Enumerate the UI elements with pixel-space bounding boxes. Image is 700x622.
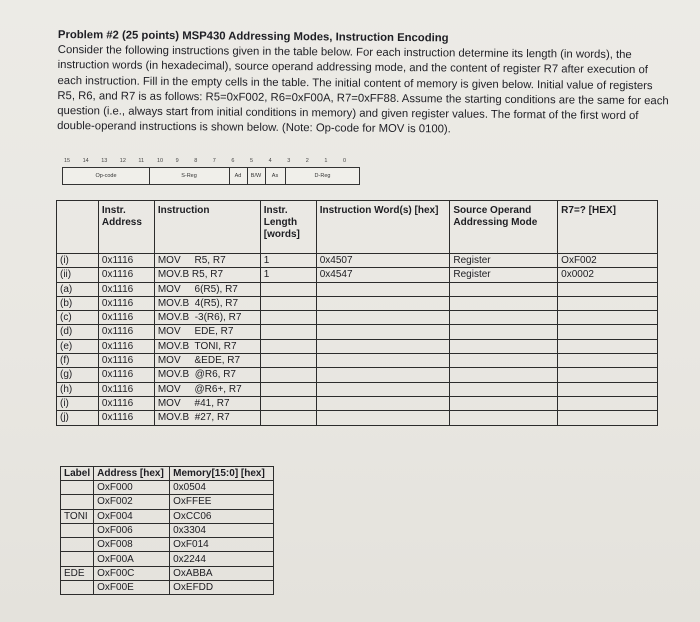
memory-address-cell: OxF002 bbox=[94, 495, 170, 509]
instruction-cell: MOV EDE, R7 bbox=[154, 325, 260, 339]
memory-header-address: Address [hex] bbox=[94, 467, 170, 481]
bit-label: 13 bbox=[101, 158, 108, 164]
mode-cell[interactable] bbox=[450, 339, 558, 353]
memory-label-cell bbox=[61, 523, 94, 537]
r7-cell[interactable] bbox=[558, 339, 658, 353]
address-cell: 0x1116 bbox=[98, 268, 154, 282]
bit-label: 6 bbox=[231, 158, 235, 164]
r7-cell[interactable] bbox=[558, 396, 658, 410]
row-label: (b) bbox=[57, 296, 99, 310]
r7-cell[interactable] bbox=[558, 296, 658, 310]
words-cell[interactable] bbox=[316, 325, 450, 339]
row-label: (j) bbox=[57, 411, 99, 425]
address-cell: 0x1116 bbox=[98, 254, 154, 268]
memory-label-cell bbox=[61, 552, 94, 566]
instruction-word-fields bbox=[62, 167, 360, 185]
length-cell[interactable] bbox=[260, 354, 316, 368]
memory-label-cell bbox=[61, 481, 94, 495]
address-cell: 0x1116 bbox=[98, 311, 154, 325]
r7-cell[interactable] bbox=[558, 354, 658, 368]
memory-value-cell: 0x2244 bbox=[170, 552, 274, 566]
table-row bbox=[57, 311, 658, 325]
row-label: (i) bbox=[57, 396, 99, 410]
row-label: (c) bbox=[57, 311, 99, 325]
instruction-cell: MOV.B -3(R6), R7 bbox=[154, 311, 260, 325]
memory-value-cell: OxABBA bbox=[170, 566, 274, 580]
instruction-cell: MOV R5, R7 bbox=[154, 254, 260, 268]
header-mode: Source Operand Addressing Mode bbox=[450, 201, 558, 254]
words-cell: 0x4507 bbox=[316, 254, 450, 268]
row-label: (a) bbox=[57, 282, 99, 296]
problem-statement bbox=[57, 28, 670, 140]
field-sreg: S-Reg bbox=[149, 168, 230, 184]
table-row bbox=[57, 411, 658, 425]
words-cell[interactable] bbox=[316, 382, 450, 396]
bit-label: 4 bbox=[268, 158, 272, 164]
problem-body: Consider the following instructions given in the table below. For each instruction determine its length (in words), the instruction words (in hexadecimal), source operand addressing mode, and the content of register R7 after execution of each instruction. Fill in the empty cells in the table. The initial content of memory is given below. Initial value of registers R5, R6, and R7 is as follows: R5=0xF002, R6=0xF00A, R7=0xFF88. Assume the starting conditions are the same for each question (i.e., always start from initial conditions in memory) and given register values. The format of the first word of double-operand instructions is shown below. (Note: Op-code for MOV is 0100). bbox=[57, 44, 669, 136]
row-label: (i) bbox=[57, 254, 99, 268]
address-cell: 0x1116 bbox=[98, 382, 154, 396]
memory-value-cell: 0x0504 bbox=[170, 481, 274, 495]
words-cell[interactable] bbox=[316, 368, 450, 382]
r7-cell[interactable] bbox=[558, 411, 658, 425]
table-row bbox=[57, 268, 658, 282]
memory-value-cell: OxEFDD bbox=[170, 581, 274, 595]
words-cell[interactable] bbox=[316, 339, 450, 353]
mode-cell[interactable] bbox=[450, 354, 558, 368]
r7-cell[interactable] bbox=[558, 382, 658, 396]
memory-value-cell: OxCC06 bbox=[170, 509, 274, 523]
mode-cell[interactable] bbox=[450, 396, 558, 410]
memory-value-cell: OxFFEE bbox=[170, 495, 274, 509]
memory-row bbox=[61, 481, 274, 495]
header-words: Instruction Word(s) [hex] bbox=[316, 201, 450, 254]
length-cell[interactable] bbox=[260, 382, 316, 396]
words-cell[interactable] bbox=[316, 396, 450, 410]
instruction-cell: MOV #41, R7 bbox=[154, 396, 260, 410]
bit-label: 12 bbox=[119, 158, 126, 164]
memory-row bbox=[61, 523, 274, 537]
r7-cell[interactable] bbox=[558, 311, 658, 325]
row-label: (e) bbox=[57, 339, 99, 353]
header-address: Instr. Address bbox=[98, 201, 154, 254]
table-row bbox=[57, 368, 658, 382]
bit-label: 7 bbox=[212, 158, 216, 164]
field-dreg: D-Reg bbox=[314, 173, 331, 179]
length-cell[interactable] bbox=[260, 311, 316, 325]
instruction-cell: MOV @R6+, R7 bbox=[154, 382, 260, 396]
words-cell[interactable] bbox=[316, 296, 450, 310]
length-cell: 1 bbox=[260, 254, 316, 268]
r7-cell[interactable] bbox=[558, 325, 658, 339]
mode-cell[interactable] bbox=[450, 325, 558, 339]
memory-row bbox=[61, 552, 274, 566]
instruction-format-diagram bbox=[62, 158, 360, 185]
table-row bbox=[57, 354, 658, 368]
memory-label-cell bbox=[61, 581, 94, 595]
memory-table bbox=[60, 466, 274, 595]
words-cell: 0x4547 bbox=[316, 268, 450, 282]
memory-value-cell: 0x3304 bbox=[170, 523, 274, 537]
memory-label-cell bbox=[61, 538, 94, 552]
bit-label: 10 bbox=[157, 158, 164, 164]
field-opcode: Op-code bbox=[63, 168, 150, 184]
length-cell[interactable] bbox=[260, 368, 316, 382]
bit-label: 1 bbox=[324, 158, 328, 164]
memory-label-cell: EDE bbox=[61, 566, 94, 580]
memory-row bbox=[61, 509, 274, 523]
mode-cell[interactable] bbox=[450, 411, 558, 425]
instruction-cell: MOV.B #27, R7 bbox=[154, 411, 260, 425]
header-label bbox=[57, 201, 99, 254]
instruction-table bbox=[56, 200, 658, 426]
bit-label: 2 bbox=[305, 158, 309, 164]
memory-label-cell bbox=[61, 495, 94, 509]
memory-row bbox=[61, 566, 274, 580]
instruction-cell: MOV.B @R6, R7 bbox=[154, 368, 260, 382]
table-row bbox=[57, 254, 658, 268]
header-length: Instr. Length [words] bbox=[260, 201, 316, 254]
bit-label: 8 bbox=[194, 158, 198, 164]
table-row bbox=[57, 282, 658, 296]
row-label: (h) bbox=[57, 382, 99, 396]
r7-cell[interactable] bbox=[558, 282, 658, 296]
address-cell: 0x1116 bbox=[98, 296, 154, 310]
problem-title: Problem #2 (25 points) MSP430 Addressing Modes, Instruction Encoding bbox=[57, 28, 449, 45]
table-row bbox=[57, 296, 658, 310]
memory-header-value: Memory[15:0] [hex] bbox=[170, 467, 274, 481]
table-row bbox=[57, 325, 658, 339]
table-header-row bbox=[57, 201, 658, 254]
table-row bbox=[57, 382, 658, 396]
field-bw: B/W bbox=[247, 168, 266, 184]
memory-address-cell: OxF004 bbox=[94, 509, 170, 523]
length-cell[interactable] bbox=[260, 339, 316, 353]
address-cell: 0x1116 bbox=[98, 411, 154, 425]
field-ad: Ad bbox=[229, 168, 248, 184]
address-cell: 0x1116 bbox=[98, 396, 154, 410]
instruction-cell: MOV.B R5, R7 bbox=[154, 268, 260, 282]
words-cell[interactable] bbox=[316, 282, 450, 296]
instruction-cell: MOV &EDE, R7 bbox=[154, 354, 260, 368]
instruction-cell: MOV.B 4(R5), R7 bbox=[154, 296, 260, 310]
bit-label: 3 bbox=[287, 158, 291, 164]
mode-cell: Register bbox=[450, 268, 558, 282]
memory-header-label: Label bbox=[61, 467, 94, 481]
row-label: (f) bbox=[57, 354, 99, 368]
length-cell[interactable] bbox=[260, 325, 316, 339]
memory-label-cell: TONI bbox=[61, 509, 94, 523]
mode-cell[interactable] bbox=[450, 311, 558, 325]
memory-address-cell: OxF00E bbox=[94, 581, 170, 595]
length-cell: 1 bbox=[260, 268, 316, 282]
mode-cell[interactable] bbox=[450, 296, 558, 310]
memory-row bbox=[61, 495, 274, 509]
r7-cell: OxF002 bbox=[558, 254, 658, 268]
memory-address-cell: OxF00A bbox=[94, 552, 170, 566]
mode-cell[interactable] bbox=[450, 382, 558, 396]
words-cell[interactable] bbox=[316, 411, 450, 425]
r7-cell[interactable] bbox=[558, 368, 658, 382]
header-instruction: Instruction bbox=[154, 201, 260, 254]
mode-cell[interactable] bbox=[450, 282, 558, 296]
length-cell[interactable] bbox=[260, 282, 316, 296]
memory-address-cell: OxF00C bbox=[94, 566, 170, 580]
bit-label: 9 bbox=[175, 158, 179, 164]
memory-address-cell: OxF006 bbox=[94, 523, 170, 537]
bit-label: 5 bbox=[250, 158, 254, 164]
bit-label: 14 bbox=[82, 158, 89, 164]
memory-row bbox=[61, 581, 274, 595]
mode-cell: Register bbox=[450, 254, 558, 268]
address-cell: 0x1116 bbox=[98, 282, 154, 296]
address-cell: 0x1116 bbox=[98, 339, 154, 353]
address-cell: 0x1116 bbox=[98, 368, 154, 382]
bit-label: 11 bbox=[138, 158, 145, 164]
table-row bbox=[57, 396, 658, 410]
memory-header-row bbox=[61, 467, 274, 481]
bit-label: 15 bbox=[64, 158, 71, 164]
length-cell[interactable] bbox=[260, 396, 316, 410]
address-cell: 0x1116 bbox=[98, 325, 154, 339]
memory-row bbox=[61, 538, 274, 552]
instruction-cell: MOV 6(R5), R7 bbox=[154, 282, 260, 296]
bit-label: 0 bbox=[343, 158, 347, 164]
bit-index-row bbox=[62, 158, 360, 167]
field-as: As bbox=[265, 168, 286, 184]
memory-address-cell: OxF000 bbox=[94, 481, 170, 495]
memory-address-cell: OxF008 bbox=[94, 538, 170, 552]
header-r7: R7=? [HEX] bbox=[558, 201, 658, 254]
words-cell[interactable] bbox=[316, 311, 450, 325]
memory-value-cell: OxF014 bbox=[170, 538, 274, 552]
row-label: (g) bbox=[57, 368, 99, 382]
instruction-cell: MOV.B TONI, R7 bbox=[154, 339, 260, 353]
row-label: (ii) bbox=[57, 268, 99, 282]
mode-cell[interactable] bbox=[450, 368, 558, 382]
table-row bbox=[57, 339, 658, 353]
r7-cell: 0x0002 bbox=[558, 268, 658, 282]
address-cell: 0x1116 bbox=[98, 354, 154, 368]
row-label: (d) bbox=[57, 325, 99, 339]
length-cell[interactable] bbox=[260, 411, 316, 425]
words-cell[interactable] bbox=[316, 354, 450, 368]
length-cell[interactable] bbox=[260, 296, 316, 310]
